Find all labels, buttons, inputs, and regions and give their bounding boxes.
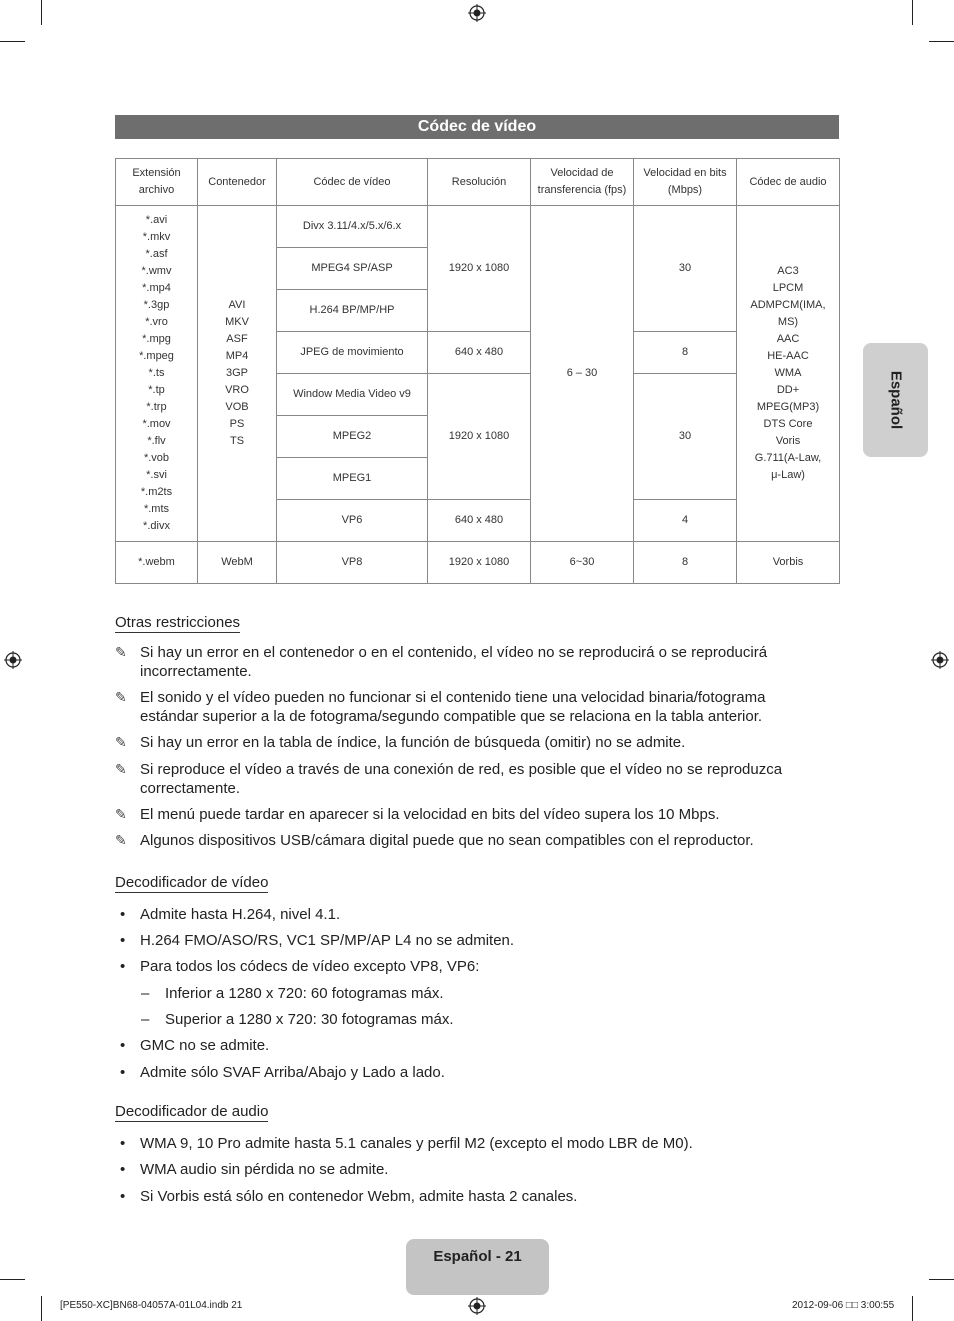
list-item	[120, 905, 340, 924]
registration-mark-icon	[931, 651, 949, 669]
extensions-cell	[116, 206, 198, 542]
extension-item: *.vro	[145, 316, 168, 328]
list-item-text: Admite hasta H.264, nivel 4.1.	[140, 906, 341, 923]
header-cell: Contenedor	[198, 159, 277, 206]
crop-mark	[41, 0, 42, 25]
crop-mark	[929, 1279, 954, 1280]
resolution-cell: 1920 x 1080	[428, 374, 531, 500]
extension-item: *.mov	[142, 418, 171, 430]
bullet-icon: •	[120, 1188, 126, 1205]
container-item: MP4	[225, 350, 249, 362]
audio-codecs-cell	[737, 206, 840, 542]
list-item	[120, 1134, 693, 1153]
codec-cell: JPEG de movimiento	[277, 332, 428, 374]
extension-item: *.svi	[146, 469, 167, 481]
fps-cell: 6 – 30	[531, 206, 634, 542]
bullet-icon: •	[120, 932, 126, 949]
crop-mark	[929, 41, 954, 42]
codec-cell: H.264 BP/MP/HP	[277, 290, 428, 332]
audio-codec-item: G.711(A-Law,	[754, 452, 822, 464]
note-item	[115, 831, 815, 850]
container-item: VRO	[225, 384, 249, 396]
section-title: Códec de vídeo	[115, 115, 839, 139]
header-cell: Códec de audio	[737, 159, 840, 206]
containers-cell	[198, 206, 277, 542]
pencil-icon: ✎	[115, 806, 127, 822]
list-item-text: GMC no se admite.	[140, 1037, 270, 1054]
resolution-cell: 640 x 480	[428, 500, 531, 542]
note-text: Si reproduce el vídeo a través de una conexión de red, es posible que el vídeo no se reproduzca correctamente.	[140, 761, 783, 797]
crop-mark	[912, 0, 913, 25]
video-decoder-heading: Decodificador de vídeo	[115, 874, 269, 891]
list-item-text: Para todos los códecs de vídeo excepto VP8, VP6:	[140, 958, 480, 975]
table-header-row	[116, 159, 840, 206]
codec-cell: MPEG1	[277, 458, 428, 500]
extension-item: *.3gp	[143, 299, 170, 311]
list-item-text: Inferior a 1280 x 720: 60 fotogramas máx.	[165, 985, 444, 1002]
list-item	[120, 931, 514, 950]
header-cell: Velocidad en bits (Mbps)	[634, 159, 737, 206]
audio-codec-item: MPEG(MP3)	[756, 401, 820, 413]
note-text: Si hay un error en la tabla de índice, la función de búsqueda (omitir) no se admite.	[140, 734, 686, 751]
extension-item: *.m2ts	[140, 486, 173, 498]
container-item: MKV	[225, 316, 249, 328]
header-cell: Velocidad de transferencia (fps)	[531, 159, 634, 206]
codec-cell: VP8	[277, 542, 428, 584]
list-item-text: H.264 FMO/ASO/RS, VC1 SP/MP/AP L4 no se admiten.	[140, 932, 515, 949]
extension-item: *.mp4	[142, 282, 171, 294]
audio-codec-item: WMA	[774, 367, 802, 379]
pencil-icon: ✎	[115, 832, 127, 848]
bitrate-cell: 30	[634, 206, 737, 332]
audio-decoder-heading: Decodificador de audio	[115, 1103, 269, 1120]
dash-icon: –	[141, 985, 150, 1002]
extension-item: *.mpeg	[139, 350, 174, 362]
header-cell: Resolución	[428, 159, 531, 206]
list-item	[120, 1160, 388, 1179]
page-number-text: Español - 21	[433, 1248, 522, 1265]
pencil-icon: ✎	[115, 734, 127, 750]
bitrate-cell: 4	[634, 500, 737, 542]
pencil-icon: ✎	[115, 644, 127, 660]
list-item	[120, 1063, 445, 1082]
resolution-cell: 1920 x 1080	[428, 542, 531, 584]
bullet-icon: •	[120, 958, 126, 975]
audio-codec-item: ADMPCM(IMA, MS)	[750, 299, 826, 328]
page-number-label	[406, 1239, 549, 1295]
note-item	[115, 643, 815, 681]
note-text: El menú puede tardar en aparecer si la velocidad en bits del vídeo supera los 10 Mbps.	[140, 806, 720, 823]
audio-codec-item: Voris	[775, 435, 801, 447]
list-item-text: WMA audio sin pérdida no se admite.	[140, 1161, 389, 1178]
note-item	[115, 805, 815, 824]
codec-table	[115, 158, 840, 584]
extension-item: *.divx	[143, 520, 170, 532]
audio-codec-item: AAC	[776, 333, 800, 345]
list-item	[120, 1187, 577, 1206]
container-item: ASF	[226, 333, 248, 345]
codec-cell: MPEG2	[277, 416, 428, 458]
extension-item: *.mpg	[142, 333, 171, 345]
codec-cell: VP6	[277, 500, 428, 542]
header-cell: Extensión archivo	[116, 159, 198, 206]
extension-item: *.tp	[148, 384, 165, 396]
crop-mark	[912, 1296, 913, 1321]
fps-cell: 6~30	[531, 542, 634, 584]
list-item-text: WMA 9, 10 Pro admite hasta 5.1 canales y perfil M2 (excepto el modo LBR de M0).	[140, 1135, 693, 1152]
container-item: VOB	[225, 401, 249, 413]
audio-codec-item: HE-AAC	[767, 350, 809, 362]
extension-item: *.trp	[146, 401, 167, 413]
bullet-icon: •	[120, 906, 126, 923]
crop-mark	[0, 41, 25, 42]
extension-item: *.vob	[143, 452, 170, 464]
otras-restricciones-heading: Otras restricciones	[115, 614, 241, 631]
sub-list-item	[141, 1010, 454, 1029]
registration-mark-icon	[4, 651, 22, 669]
bullet-icon: •	[120, 1135, 126, 1152]
audio-codec-item: DD+	[776, 384, 800, 396]
container-item: AVI	[228, 299, 246, 311]
bullet-icon: •	[120, 1161, 126, 1178]
file-info: [PE550-XC]BN68-04057A-01L04.indb 21	[60, 1300, 243, 1311]
note-item	[115, 760, 815, 798]
pencil-icon: ✎	[115, 761, 127, 777]
extension-item: *.asf	[145, 248, 168, 260]
bitrate-cell: 8	[634, 332, 737, 374]
audio-codec-item: DTS Core	[763, 418, 813, 430]
note-item	[115, 688, 815, 726]
container-item: 3GP	[225, 367, 248, 379]
note-text: Si hay un error en el contenedor o en el contenido, el vídeo no se reproducirá o se reproducirá incorrectamente.	[140, 644, 768, 680]
extension-item: *.wmv	[141, 265, 172, 277]
bullet-icon: •	[120, 1064, 126, 1081]
extension-item: *.ts	[148, 367, 165, 379]
list-item-text: Superior a 1280 x 720: 30 fotogramas máx.	[165, 1011, 454, 1028]
pencil-icon: ✎	[115, 689, 127, 705]
codec-cell: MPEG4 SP/ASP	[277, 248, 428, 290]
extension-item: *.flv	[147, 435, 166, 447]
container-item: PS	[229, 418, 245, 430]
container-cell: WebM	[198, 542, 277, 584]
container-item: TS	[229, 435, 245, 447]
side-tab-label: Español	[887, 370, 904, 430]
audio-cell: Vorbis	[737, 542, 840, 584]
list-item	[120, 1036, 269, 1055]
note-text: Algunos dispositivos USB/cámara digital puede que no sean compatibles con el reproductor.	[140, 832, 754, 849]
registration-mark-icon	[468, 4, 486, 22]
bitrate-cell: 8	[634, 542, 737, 584]
extension-item: *.avi	[145, 214, 168, 226]
audio-codec-item: AC3	[777, 265, 799, 277]
note-item	[115, 733, 815, 752]
bitrate-cell: 30	[634, 374, 737, 500]
codec-cell: Divx 3.11/4.x/5.x/6.x	[277, 206, 428, 248]
codec-cell: Window Media Video v9	[277, 374, 428, 416]
list-item	[120, 957, 479, 976]
table-row	[116, 206, 840, 248]
header-cell: Códec de vídeo	[277, 159, 428, 206]
resolution-cell: 640 x 480	[428, 332, 531, 374]
table-row-webm	[116, 542, 840, 584]
audio-codec-item: μ-Law)	[771, 469, 805, 481]
extension-item: *.mts	[143, 503, 170, 515]
note-text: El sonido y el vídeo pueden no funcionar si el contenido tiene una velocidad binaria/fotograma estándar superior a la de fotograma/segundo compatible que se relaciona en la tabla anterior.	[140, 689, 766, 725]
registration-mark-icon	[468, 1297, 486, 1315]
extension-cell: *.webm	[116, 542, 198, 584]
language-side-tab	[863, 343, 928, 457]
crop-mark	[41, 1296, 42, 1321]
extension-item: *.mkv	[142, 231, 171, 243]
crop-mark	[0, 1279, 25, 1280]
resolution-cell: 1920 x 1080	[428, 206, 531, 332]
dash-icon: –	[141, 1011, 150, 1028]
sub-list-item	[141, 984, 444, 1003]
audio-codec-item: LPCM	[772, 282, 804, 294]
list-item-text: Si Vorbis está sólo en contenedor Webm, admite hasta 2 canales.	[140, 1188, 578, 1205]
list-item-text: Admite sólo SVAF Arriba/Abajo y Lado a lado.	[140, 1064, 445, 1081]
date-info: 2012-09-06 □□ 3:00:55	[792, 1300, 895, 1311]
bullet-icon: •	[120, 1037, 126, 1054]
